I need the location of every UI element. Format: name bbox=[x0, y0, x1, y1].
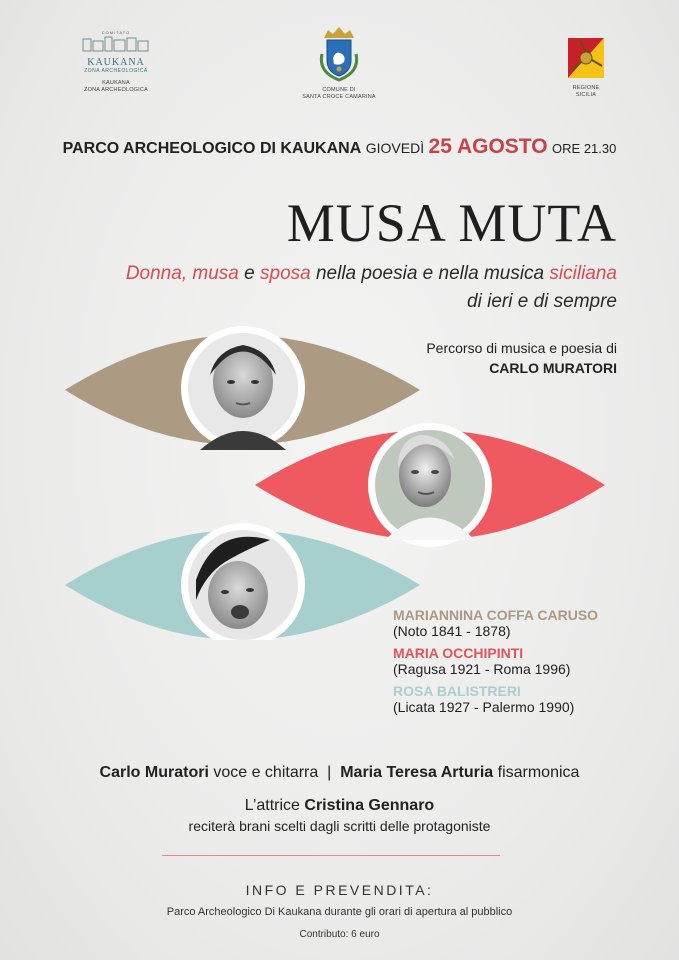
subtitle-word-e: e bbox=[244, 263, 255, 284]
event-line bbox=[0, 135, 679, 159]
actress-prefix: L’attrice bbox=[244, 797, 300, 814]
trinacria-icon bbox=[566, 36, 606, 80]
kaukana-logo-top: COMITATO bbox=[101, 30, 131, 35]
performers-line bbox=[0, 764, 679, 782]
person-2-name: MARIA OCCHIPINTI bbox=[393, 645, 524, 661]
sicilia-caption-2: SICILIA bbox=[575, 92, 597, 98]
subtitle-middle: nella poesia e nella musica bbox=[315, 263, 545, 284]
actress-name: Cristina Gennaro bbox=[304, 797, 435, 814]
event-venue: PARCO ARCHEOLOGICO DI KAUKANA bbox=[62, 140, 362, 157]
coat-of-arms-icon bbox=[316, 24, 362, 82]
eyes-graphic bbox=[0, 300, 679, 640]
person-3-dates: (Licata 1927 - Palermo 1990) bbox=[393, 699, 575, 715]
kaukana-caption-2: ZONA ARCHEOLOGICA bbox=[84, 87, 148, 93]
subtitle-word-siciliana: siciliana bbox=[549, 263, 617, 284]
contribution-text: Contributo: 6 euro bbox=[299, 929, 380, 940]
credit-line: Percorso di musica e poesia di bbox=[426, 340, 617, 356]
person-2-dates: (Ragusa 1921 - Roma 1996) bbox=[393, 661, 571, 677]
performer-2-name: Maria Teresa Arturia bbox=[340, 764, 494, 781]
portrait-coffa bbox=[181, 326, 305, 450]
protagonists-list bbox=[393, 607, 598, 721]
sicilia-caption-1: REGIONE bbox=[572, 85, 600, 91]
kaukana-logo-sub: ZONA ARCHEOLOGICA bbox=[84, 68, 148, 74]
performer-2-role: fisarmonica bbox=[497, 764, 580, 781]
subtitle-word-musa: musa bbox=[192, 263, 239, 284]
subtitle-word-donna: Donna, bbox=[125, 263, 188, 284]
divider bbox=[162, 855, 500, 856]
kaukana-caption-1: KAUKANA bbox=[102, 80, 130, 86]
event-date: 25 AGOSTO bbox=[428, 135, 548, 158]
kaukana-logo bbox=[70, 30, 162, 94]
person-3-name: ROSA BALISTRERI bbox=[393, 683, 521, 699]
event-day: GIOVEDÌ bbox=[365, 140, 425, 156]
performer-1-name: Carlo Muratori bbox=[99, 764, 209, 781]
person-1-name: MARIANNINA COFFA CARUSO bbox=[393, 607, 599, 623]
info-title: INFO E PREVENDITA: bbox=[245, 882, 434, 898]
portrait-occhipinti bbox=[368, 423, 492, 547]
poster-title: MUSA MUTA bbox=[286, 193, 617, 253]
comune-logo bbox=[294, 24, 384, 101]
ruins-icon bbox=[81, 35, 151, 53]
event-time: ORE 21.30 bbox=[552, 141, 617, 156]
sicilia-logo bbox=[545, 36, 627, 99]
performer-separator: | bbox=[327, 764, 332, 781]
person-1-dates: (Noto 1841 - 1878) bbox=[393, 623, 511, 639]
info-text: Parco Archeologico Di Kaukana durante gli orari di apertura al pubblico bbox=[166, 906, 513, 918]
credit-author: CARLO MURATORI bbox=[489, 360, 617, 376]
comune-caption-1: COMUNE DI bbox=[322, 87, 356, 93]
subtitle-line-2: di ieri e di sempre bbox=[467, 291, 617, 312]
performer-1-role: voce e chitarra bbox=[213, 764, 319, 781]
kaukana-logo-name: KAUKANA bbox=[87, 57, 145, 68]
comune-caption-2: SANTA CROCE CAMARINA bbox=[302, 94, 376, 100]
actress-description: reciterà brani scelti dagli scritti delle protagoniste bbox=[188, 818, 491, 834]
actress-block bbox=[0, 796, 679, 836]
subtitle-word-sposa: sposa bbox=[260, 263, 311, 284]
